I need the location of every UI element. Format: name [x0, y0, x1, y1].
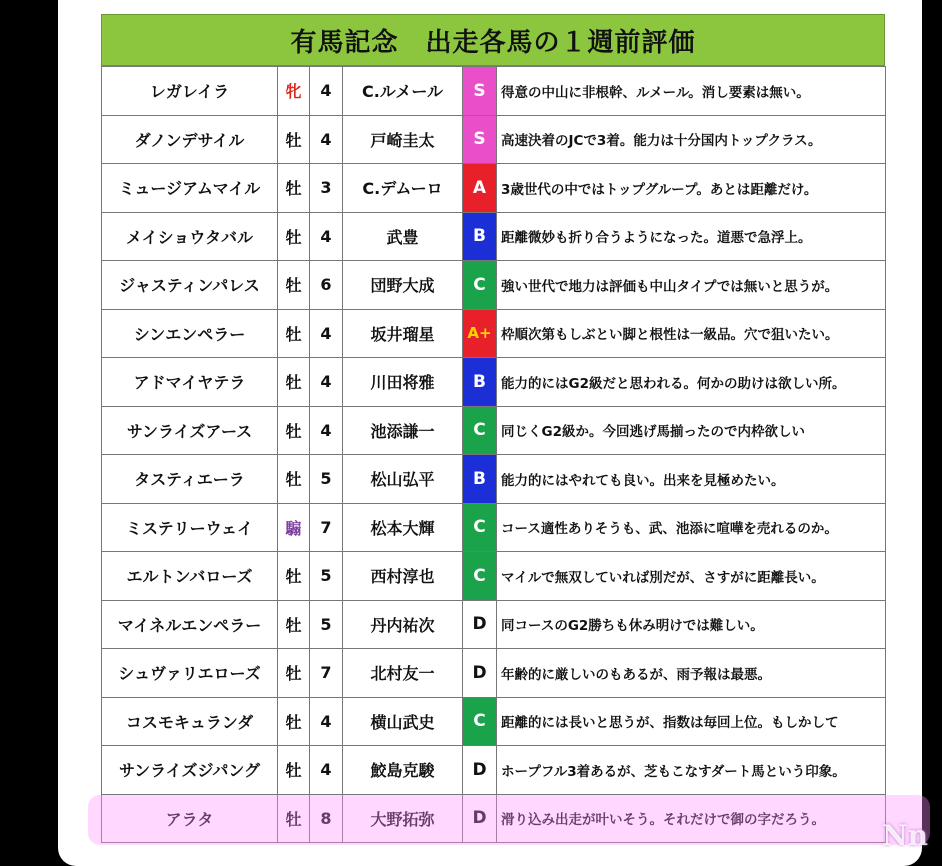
table-row: [102, 552, 886, 601]
grade-badge: D: [463, 746, 497, 795]
horse-name: コスモキュランダ: [102, 697, 278, 746]
table-row: [102, 309, 886, 358]
evaluation-comment: 距離微妙も折り合うようになった。道悪で急浮上。: [497, 212, 886, 261]
horse-age: 6: [310, 261, 343, 310]
horse-sex: 牡: [278, 746, 310, 795]
jockey-name: 川田将雅: [343, 358, 463, 407]
horse-name: アラタ: [102, 794, 278, 843]
horse-age: 5: [310, 455, 343, 504]
evaluation-comment: コース適性ありそうも、武、池添に喧嘩を売れるのか。: [497, 503, 886, 552]
evaluation-comment: 得意の中山に非根幹、ルメール。消し要素は無い。: [497, 67, 886, 116]
table-row: [102, 67, 886, 116]
horse-sex: 牝: [278, 67, 310, 116]
table-row: [102, 115, 886, 164]
grade-badge: A+: [463, 309, 497, 358]
horse-age: 7: [310, 649, 343, 698]
table-row: [102, 697, 886, 746]
horse-name: シュヴァリエローズ: [102, 649, 278, 698]
horse-age: 5: [310, 552, 343, 601]
horse-sex: 牡: [278, 261, 310, 310]
horse-sex: 牡: [278, 212, 310, 261]
evaluation-comment: 能力的にはやれても良い。出来を見極めたい。: [497, 455, 886, 504]
horse-name: ジャスティンパレス: [102, 261, 278, 310]
table-row: [102, 600, 886, 649]
jockey-name: 団野大成: [343, 261, 463, 310]
jockey-name: 池添謙一: [343, 406, 463, 455]
horse-name: エルトンバローズ: [102, 552, 278, 601]
horse-sex: 牡: [278, 309, 310, 358]
sheet-title: 有馬記念 出走各馬の１週前評価: [101, 14, 885, 66]
evaluation-comment: 距離的には長いと思うが、指数は毎回上位。もしかして: [497, 697, 886, 746]
horse-age: 4: [310, 67, 343, 116]
evaluation-comment: 3歳世代の中ではトップグループ。あとは距離だけ。: [497, 164, 886, 213]
horse-sex: 牡: [278, 649, 310, 698]
grade-badge: C: [463, 261, 497, 310]
horse-name: ダノンデサイル: [102, 115, 278, 164]
jockey-name: 北村友一: [343, 649, 463, 698]
horse-age: 3: [310, 164, 343, 213]
evaluation-comment: 能力的にはG2級だと思われる。何かの助けは欲しい所。: [497, 358, 886, 407]
table-row: [102, 212, 886, 261]
horse-name: マイネルエンペラー: [102, 600, 278, 649]
horse-age: 4: [310, 115, 343, 164]
horse-sex: 牡: [278, 164, 310, 213]
jockey-name: 坂井瑠星: [343, 309, 463, 358]
table-row: [102, 358, 886, 407]
jockey-name: 武豊: [343, 212, 463, 261]
grade-badge: B: [463, 455, 497, 504]
horse-name: アドマイヤテラ: [102, 358, 278, 407]
horse-age: 4: [310, 406, 343, 455]
grade-badge: C: [463, 697, 497, 746]
horse-sex: 牡: [278, 358, 310, 407]
horse-age: 4: [310, 697, 343, 746]
table-row: [102, 649, 886, 698]
evaluation-sheet: [101, 14, 885, 843]
evaluation-comment: 強い世代で地力は評価も中山タイプでは無いと思うが。: [497, 261, 886, 310]
horse-age: 4: [310, 358, 343, 407]
horse-name: タスティエーラ: [102, 455, 278, 504]
evaluation-comment: ホープフル3着あるが、芝もこなすダート馬という印象。: [497, 746, 886, 795]
jockey-name: 横山武史: [343, 697, 463, 746]
jockey-name: 西村淳也: [343, 552, 463, 601]
evaluation-comment: マイルで無双していれば別だが、さすがに距離長い。: [497, 552, 886, 601]
jockey-name: 鮫島克駿: [343, 746, 463, 795]
jockey-name: 大野拓弥: [343, 794, 463, 843]
grade-badge: C: [463, 552, 497, 601]
horse-table: [101, 66, 886, 843]
jockey-name: 丹内祐次: [343, 600, 463, 649]
horse-sex: 牡: [278, 455, 310, 504]
horse-name: サンライズジパング: [102, 746, 278, 795]
horse-age: 4: [310, 746, 343, 795]
watermark-logo: Nn: [882, 819, 928, 852]
table-row: [102, 503, 886, 552]
evaluation-comment: 滑り込み出走が叶いそう。それだけで御の字だろう。: [497, 794, 886, 843]
horse-age: 8: [310, 794, 343, 843]
grade-badge: A: [463, 164, 497, 213]
evaluation-comment: 枠順次第もしぶとい脚と根性は一級品。穴で狙いたい。: [497, 309, 886, 358]
horse-name: シンエンペラー: [102, 309, 278, 358]
horse-sex: 牡: [278, 115, 310, 164]
table-row: [102, 746, 886, 795]
horse-name: サンライズアース: [102, 406, 278, 455]
horse-age: 7: [310, 503, 343, 552]
horse-sex: 騸: [278, 503, 310, 552]
evaluation-comment: 同コースのG2勝ちも休み明けでは難しい。: [497, 600, 886, 649]
evaluation-comment: 年齢的に厳しいのもあるが、雨予報は最悪。: [497, 649, 886, 698]
horse-age: 5: [310, 600, 343, 649]
grade-badge: D: [463, 600, 497, 649]
evaluation-comment: 高速決着のJCで3着。能力は十分国内トップクラス。: [497, 115, 886, 164]
grade-badge: B: [463, 212, 497, 261]
table-row: [102, 406, 886, 455]
horse-sex: 牡: [278, 697, 310, 746]
jockey-name: 戸崎圭太: [343, 115, 463, 164]
evaluation-comment: 同じくG2級か。今回逃げ馬揃ったので内枠欲しい: [497, 406, 886, 455]
grade-badge: S: [463, 115, 497, 164]
grade-badge: C: [463, 503, 497, 552]
table-row: [102, 261, 886, 310]
grade-badge: C: [463, 406, 497, 455]
jockey-name: 松山弘平: [343, 455, 463, 504]
grade-badge: D: [463, 794, 497, 843]
horse-name: メイショウタバル: [102, 212, 278, 261]
horse-sex: 牡: [278, 794, 310, 843]
horse-name: ミステリーウェイ: [102, 503, 278, 552]
horse-sex: 牡: [278, 406, 310, 455]
horse-sex: 牡: [278, 552, 310, 601]
grade-badge: D: [463, 649, 497, 698]
grade-badge: B: [463, 358, 497, 407]
horse-age: 4: [310, 212, 343, 261]
horse-age: 4: [310, 309, 343, 358]
horse-name: ミュージアムマイル: [102, 164, 278, 213]
table-row: [102, 164, 886, 213]
jockey-name: C.デムーロ: [343, 164, 463, 213]
grade-badge: S: [463, 67, 497, 116]
table-row: [102, 455, 886, 504]
jockey-name: 松本大輝: [343, 503, 463, 552]
horse-name: レガレイラ: [102, 67, 278, 116]
jockey-name: C.ルメール: [343, 67, 463, 116]
horse-sex: 牡: [278, 600, 310, 649]
table-row: [102, 794, 886, 843]
